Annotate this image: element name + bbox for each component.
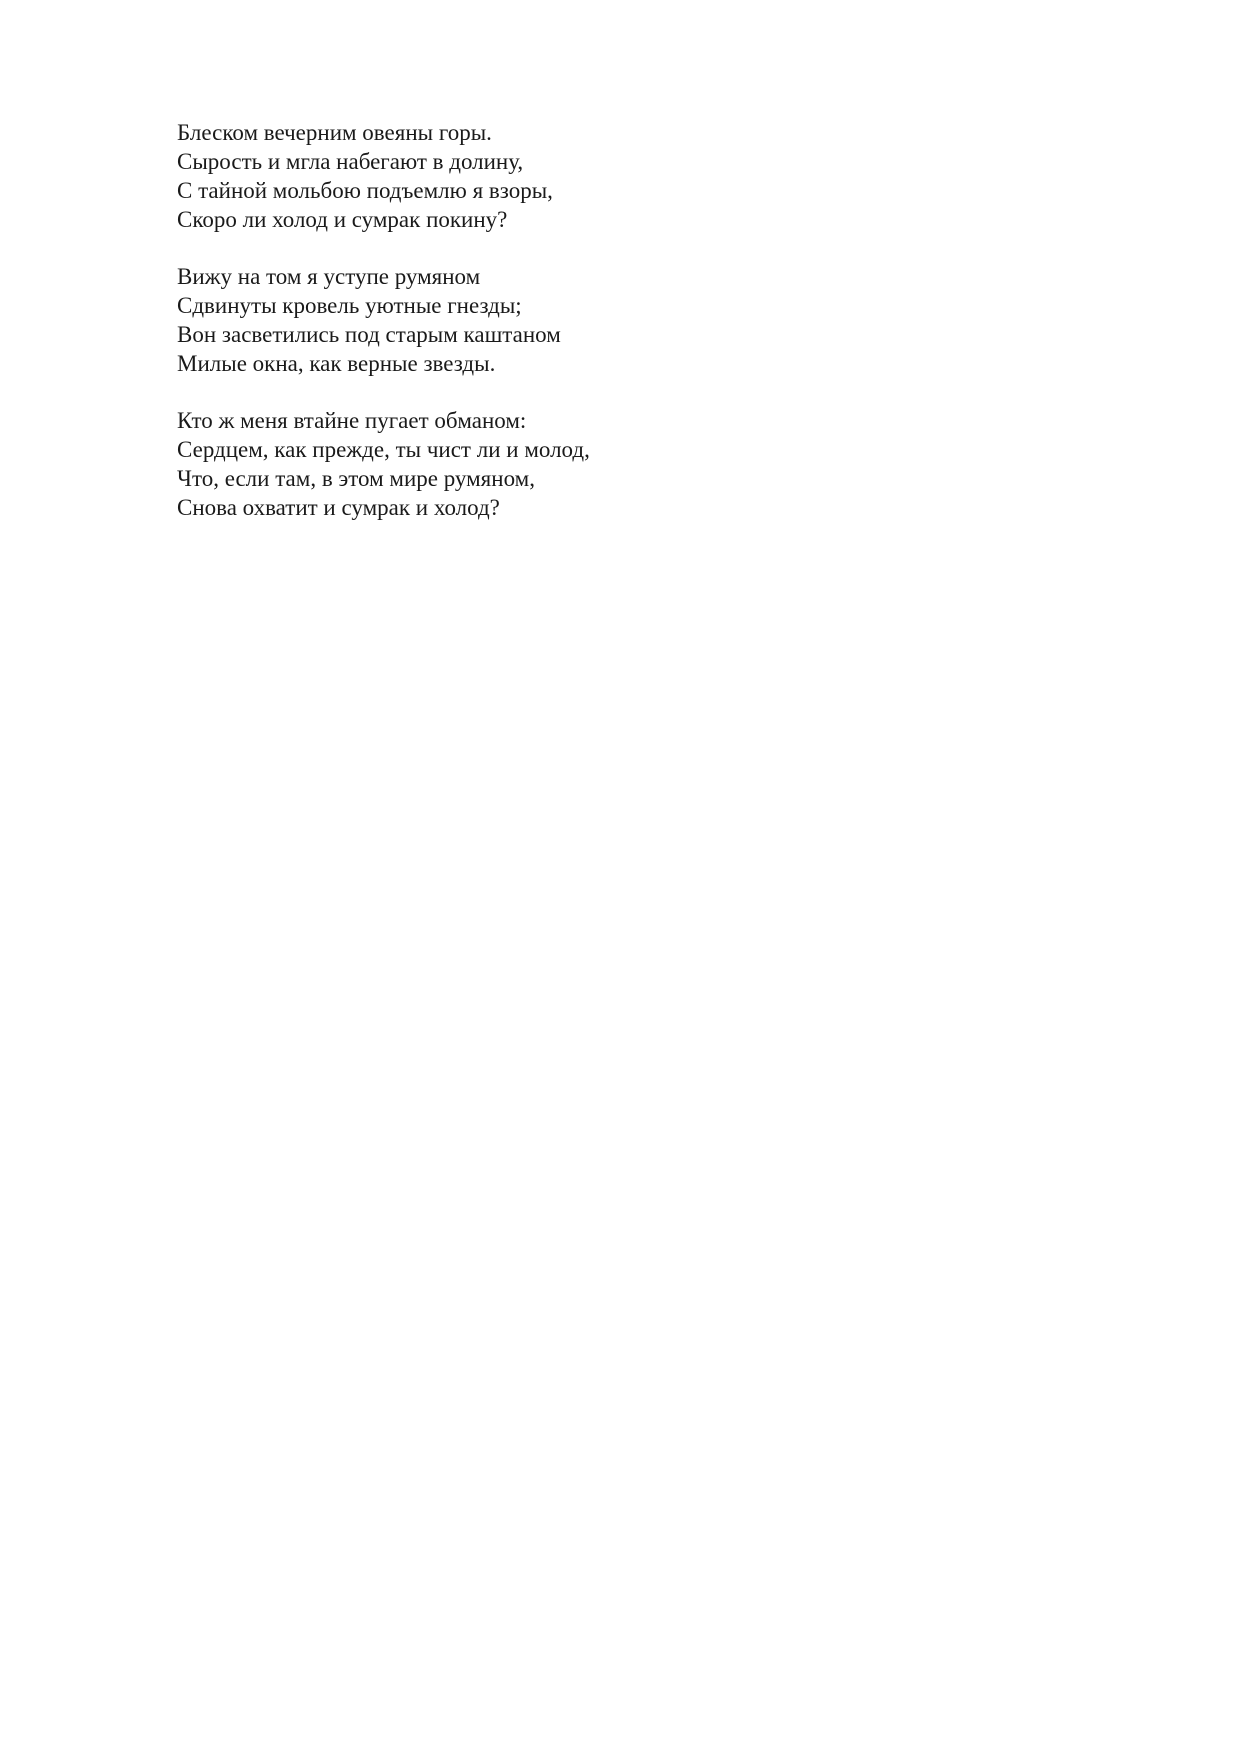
poem-line: Вон засветились под старым каштаном xyxy=(177,322,561,347)
stanza-2 xyxy=(177,262,877,378)
poem-line: Снова охватит и сумрак и холод? xyxy=(177,495,500,520)
poem-line: Скоро ли холод и сумрак покину? xyxy=(177,207,508,232)
poem-line: Сердцем, как прежде, ты чист ли и молод, xyxy=(177,437,590,462)
poem-line: Милые окна, как верные звезды. xyxy=(177,351,496,376)
poem-line: Вижу на том я уступе румяном xyxy=(177,264,481,289)
poem-line: Кто ж меня втайне пугает обманом: xyxy=(177,408,527,433)
poem-line: Сырость и мгла набегают в долину, xyxy=(177,149,524,174)
stanza-3 xyxy=(177,406,877,522)
poem-line: Что, если там, в этом мире румяном, xyxy=(177,466,535,491)
poem-line: С тайной мольбою подъемлю я взоры, xyxy=(177,178,553,203)
poem-line: Сдвинуты кровель уютные гнезды; xyxy=(177,293,522,318)
poem-line: Блеском вечерним овеяны горы. xyxy=(177,120,492,145)
poem xyxy=(177,118,877,550)
stanza-1 xyxy=(177,118,877,234)
